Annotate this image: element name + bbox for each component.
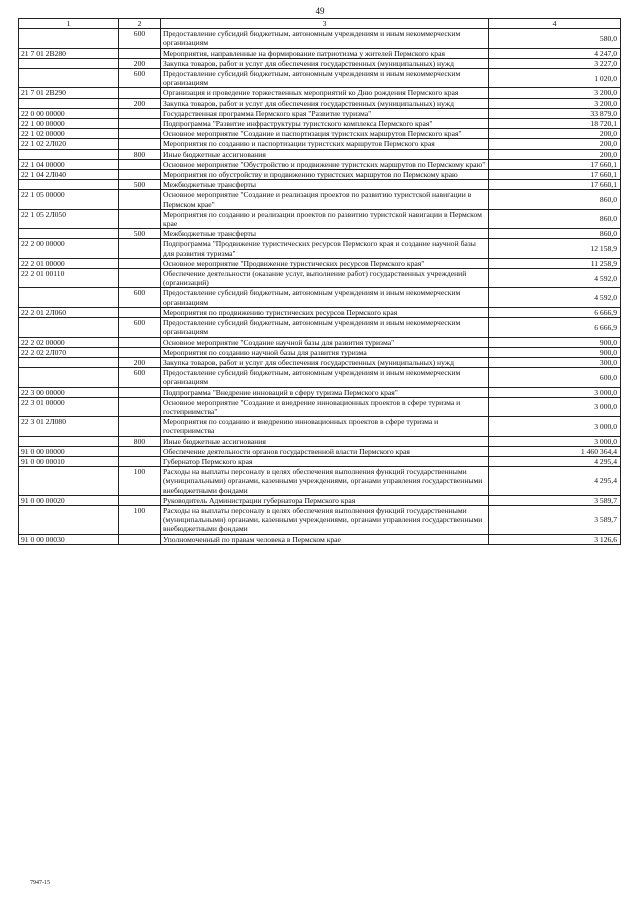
table-row [19, 495, 621, 505]
row-expense-type-cell [119, 88, 161, 98]
row-name-cell: Основное мероприятие "Создание научной базы для развития туризма" [161, 337, 489, 347]
table-row [19, 139, 621, 149]
row-name-cell: Мероприятия по продвижению туристических ресурсов Пермского края [161, 307, 489, 317]
row-name-cell: Мероприятия по созданию и внедрению инновационных проектов в сфере туризма и гостеприимства [161, 417, 489, 436]
row-amount-cell: 900,0 [489, 337, 621, 347]
row-expense-type-cell: 600 [119, 288, 161, 307]
row-expense-type-cell: 800 [119, 149, 161, 159]
row-expense-type-cell [119, 397, 161, 416]
row-amount-cell: 3 200,0 [489, 88, 621, 98]
table-row [19, 288, 621, 307]
table-row [19, 239, 621, 258]
row-amount-cell: 3 126,6 [489, 534, 621, 544]
row-amount-cell: 4 295,4 [489, 467, 621, 496]
row-expense-type-cell [119, 108, 161, 118]
table-row [19, 467, 621, 496]
column-header: 3 [161, 19, 489, 29]
table-row [19, 149, 621, 159]
row-name-cell: Основное мероприятие "Создание и паспортизация туристских маршрутов Пермского края" [161, 129, 489, 139]
row-expense-type-cell: 200 [119, 357, 161, 367]
row-amount-cell: 18 720,1 [489, 119, 621, 129]
row-amount-cell: 17 660,1 [489, 170, 621, 180]
row-name-cell: Закупка товаров, работ и услуг для обеспечения государственных (муниципальных) нужд [161, 357, 489, 367]
row-code-cell: 22 2 02 00000 [19, 337, 119, 347]
row-code-cell: 22 3 01 00000 [19, 397, 119, 416]
row-code-cell [19, 357, 119, 367]
page-number: 49 [315, 6, 325, 16]
table-row [19, 258, 621, 268]
row-code-cell: 21 7 01 2В280 [19, 48, 119, 58]
row-name-cell: Уполномоченный по правам человека в Пермском крае [161, 534, 489, 544]
row-name-cell: Предоставление субсидий бюджетным, автономным учреждениям и иным некоммерческим организациям [161, 288, 489, 307]
row-expense-type-cell: 600 [119, 318, 161, 337]
row-expense-type-cell [119, 495, 161, 505]
row-code-cell [19, 368, 119, 387]
table-row [19, 387, 621, 397]
row-name-cell: Расходы на выплаты персоналу в целях обеспечения выполнения функций государственными (муниципальными) органами, казенными учреждениями, органами управления государственными внебюджетными фондами [161, 467, 489, 496]
table-row [19, 180, 621, 190]
row-name-cell: Мероприятия, направленные на формирование патриотизма у жителей Пермского края [161, 48, 489, 58]
row-code-cell: 22 1 00 00000 [19, 119, 119, 129]
row-expense-type-cell: 100 [119, 467, 161, 496]
row-expense-type-cell: 200 [119, 58, 161, 68]
row-amount-cell: 600,0 [489, 368, 621, 387]
table-row [19, 108, 621, 118]
row-amount-cell: 4 295,4 [489, 456, 621, 466]
row-code-cell [19, 505, 119, 534]
row-expense-type-cell [119, 337, 161, 347]
column-header: 1 [19, 19, 119, 29]
row-expense-type-cell [119, 258, 161, 268]
table-row [19, 98, 621, 108]
row-expense-type-cell [119, 534, 161, 544]
table-row [19, 307, 621, 317]
row-name-cell: Закупка товаров, работ и услуг для обеспечения государственных (муниципальных) нужд [161, 98, 489, 108]
column-header: 2 [119, 19, 161, 29]
row-code-cell: 22 1 02 00000 [19, 129, 119, 139]
row-code-cell: 22 1 04 2Л040 [19, 170, 119, 180]
row-code-cell [19, 69, 119, 88]
row-code-cell: 91 0 00 00020 [19, 495, 119, 505]
table-row [19, 368, 621, 387]
row-expense-type-cell [119, 446, 161, 456]
row-code-cell: 22 1 05 00000 [19, 190, 119, 209]
table-row [19, 88, 621, 98]
row-name-cell: Иные бюджетные ассигнования [161, 149, 489, 159]
row-amount-cell: 1 020,0 [489, 69, 621, 88]
table-row [19, 446, 621, 456]
row-expense-type-cell [119, 119, 161, 129]
row-name-cell: Обеспечение деятельности (оказание услуг, выполнение работ) государственных учреждений (организаций) [161, 269, 489, 288]
table-row [19, 534, 621, 544]
header-row [19, 19, 621, 29]
table-row [19, 48, 621, 58]
table-row [19, 119, 621, 129]
table-row [19, 505, 621, 534]
row-code-cell: 22 2 01 00000 [19, 258, 119, 268]
row-amount-cell: 12 158,9 [489, 239, 621, 258]
row-expense-type-cell [119, 129, 161, 139]
row-name-cell: Межбюджетные трансферты [161, 180, 489, 190]
row-name-cell: Губернатор Пермского края [161, 456, 489, 466]
row-code-cell: 22 1 02 2Л020 [19, 139, 119, 149]
row-code-cell: 22 0 00 00000 [19, 108, 119, 118]
row-name-cell: Основное мероприятие "Создание и внедрение инновационных проектов в сфере туризма и гостеприимства" [161, 397, 489, 416]
row-expense-type-cell [119, 347, 161, 357]
row-code-cell: 91 0 00 00010 [19, 456, 119, 466]
table-row [19, 318, 621, 337]
row-name-cell: Подпрограмма "Продвижение туристических ресурсов Пермского края и создание научной базы для развития туризма" [161, 239, 489, 258]
row-amount-cell: 3 589,7 [489, 505, 621, 534]
row-name-cell: Межбюджетные трансферты [161, 229, 489, 239]
row-amount-cell: 300,0 [489, 357, 621, 367]
row-name-cell: Иные бюджетные ассигнования [161, 436, 489, 446]
row-name-cell: Мероприятия по созданию и реализации проектов по развитию туристской навигации в Пермском крае [161, 209, 489, 228]
row-name-cell: Предоставление субсидий бюджетным, автономным учреждениям и иным некоммерческим организациям [161, 318, 489, 337]
row-amount-cell: 860,0 [489, 229, 621, 239]
row-expense-type-cell [119, 48, 161, 58]
row-code-cell [19, 436, 119, 446]
row-expense-type-cell [119, 139, 161, 149]
table-body [19, 29, 621, 545]
table-row [19, 357, 621, 367]
row-amount-cell: 4 592,0 [489, 269, 621, 288]
row-code-cell: 22 2 01 2Л060 [19, 307, 119, 317]
footer-code: 7947-15 [30, 880, 50, 886]
table-row [19, 397, 621, 416]
row-name-cell: Предоставление субсидий бюджетным, автономным учреждениям и иным некоммерческим организациям [161, 69, 489, 88]
row-name-cell: Подпрограмма "Внедрение инноваций в сферу туризма Пермского края" [161, 387, 489, 397]
row-amount-cell: 860,0 [489, 209, 621, 228]
row-code-cell: 22 2 02 2Л070 [19, 347, 119, 357]
row-name-cell: Основное мероприятие "Создание и реализация проектов по развитию туристской навигации в Пермском крае" [161, 190, 489, 209]
row-expense-type-cell: 100 [119, 505, 161, 534]
table-row [19, 159, 621, 169]
table-row [19, 29, 621, 48]
table-row [19, 456, 621, 466]
row-code-cell: 91 0 00 00030 [19, 534, 119, 544]
row-amount-cell: 3 000,0 [489, 397, 621, 416]
row-name-cell: Основное мероприятие "Продвижение туристических ресурсов Пермского края" [161, 258, 489, 268]
table-row [19, 269, 621, 288]
row-expense-type-cell: 500 [119, 180, 161, 190]
row-code-cell [19, 229, 119, 239]
row-code-cell [19, 98, 119, 108]
row-expense-type-cell: 200 [119, 98, 161, 108]
table-row [19, 417, 621, 436]
row-expense-type-cell [119, 307, 161, 317]
row-expense-type-cell [119, 239, 161, 258]
row-amount-cell: 1 460 364,4 [489, 446, 621, 456]
row-name-cell: Основное мероприятие "Обустройство и продвижение туристских маршрутов по Пермскому краю" [161, 159, 489, 169]
row-code-cell: 22 2 00 00000 [19, 239, 119, 258]
table-row [19, 436, 621, 446]
row-amount-cell: 3 227,0 [489, 58, 621, 68]
row-name-cell: Организация и проведение торжественных мероприятий ко Дню рождения Пермского края [161, 88, 489, 98]
row-name-cell: Закупка товаров, работ и услуг для обеспечения государственных (муниципальных) нужд [161, 58, 489, 68]
row-amount-cell: 3 000,0 [489, 387, 621, 397]
row-code-cell [19, 318, 119, 337]
table-row [19, 170, 621, 180]
row-code-cell: 22 1 05 2Л050 [19, 209, 119, 228]
row-code-cell [19, 58, 119, 68]
row-amount-cell: 11 258,9 [489, 258, 621, 268]
row-amount-cell: 200,0 [489, 139, 621, 149]
table-row [19, 229, 621, 239]
row-name-cell: Предоставление субсидий бюджетным, автономным учреждениям и иным некоммерческим организациям [161, 368, 489, 387]
row-name-cell: Мероприятия по созданию и паспортизации туристских маршрутов Пермского края [161, 139, 489, 149]
row-expense-type-cell [119, 209, 161, 228]
row-amount-cell: 3 200,0 [489, 98, 621, 108]
row-amount-cell: 6 666,9 [489, 307, 621, 317]
row-code-cell: 22 1 04 00000 [19, 159, 119, 169]
table-row [19, 58, 621, 68]
row-amount-cell: 6 666,9 [489, 318, 621, 337]
row-amount-cell: 33 879,0 [489, 108, 621, 118]
row-code-cell: 22 3 01 2Л080 [19, 417, 119, 436]
budget-table [18, 18, 621, 545]
row-amount-cell: 200,0 [489, 129, 621, 139]
row-code-cell: 21 7 01 2В290 [19, 88, 119, 98]
row-code-cell: 91 0 00 00000 [19, 446, 119, 456]
row-amount-cell: 17 660,1 [489, 159, 621, 169]
row-code-cell [19, 149, 119, 159]
row-amount-cell: 900,0 [489, 347, 621, 357]
row-name-cell: Мероприятия по обустройству и продвижению туристских маршрутов по Пермскому краю [161, 170, 489, 180]
row-expense-type-cell [119, 159, 161, 169]
row-expense-type-cell [119, 190, 161, 209]
row-amount-cell: 580,0 [489, 29, 621, 48]
row-name-cell: Предоставление субсидий бюджетным, автономным учреждениям и иным некоммерческим организациям [161, 29, 489, 48]
row-amount-cell: 200,0 [489, 149, 621, 159]
row-expense-type-cell [119, 269, 161, 288]
row-amount-cell: 3 589,7 [489, 495, 621, 505]
row-name-cell: Руководитель Администрации губернатора Пермского края [161, 495, 489, 505]
row-expense-type-cell: 800 [119, 436, 161, 446]
row-code-cell [19, 288, 119, 307]
row-name-cell: Мероприятия по созданию научной базы для развития туризма [161, 347, 489, 357]
row-name-cell: Расходы на выплаты персоналу в целях обеспечения выполнения функций государственными (муниципальными) органами, казенными учреждениями, органами управления государственными внебюджетными фондами [161, 505, 489, 534]
column-header: 4 [489, 19, 621, 29]
row-amount-cell: 4 592,0 [489, 288, 621, 307]
row-code-cell [19, 29, 119, 48]
table-row [19, 209, 621, 228]
table-row [19, 129, 621, 139]
row-code-cell: 22 2 01 00110 [19, 269, 119, 288]
row-code-cell [19, 467, 119, 496]
row-amount-cell: 4 247,0 [489, 48, 621, 58]
row-code-cell: 22 3 00 00000 [19, 387, 119, 397]
row-name-cell: Обеспечение деятельности органов государственной власти Пермского края [161, 446, 489, 456]
row-name-cell: Подпрограмма "Развитие инфраструктуры туристского комплекса Пермского края" [161, 119, 489, 129]
table-row [19, 337, 621, 347]
row-expense-type-cell [119, 456, 161, 466]
row-amount-cell: 860,0 [489, 190, 621, 209]
row-expense-type-cell [119, 170, 161, 180]
row-expense-type-cell: 500 [119, 229, 161, 239]
row-expense-type-cell [119, 387, 161, 397]
row-code-cell [19, 180, 119, 190]
row-amount-cell: 17 660,1 [489, 180, 621, 190]
table-row [19, 190, 621, 209]
row-amount-cell: 3 000,0 [489, 417, 621, 436]
row-expense-type-cell [119, 417, 161, 436]
row-name-cell: Государственная программа Пермского края "Развитие туризма" [161, 108, 489, 118]
row-expense-type-cell: 600 [119, 69, 161, 88]
row-expense-type-cell: 600 [119, 29, 161, 48]
row-amount-cell: 3 000,0 [489, 436, 621, 446]
row-expense-type-cell: 600 [119, 368, 161, 387]
table-row [19, 347, 621, 357]
table-row [19, 69, 621, 88]
